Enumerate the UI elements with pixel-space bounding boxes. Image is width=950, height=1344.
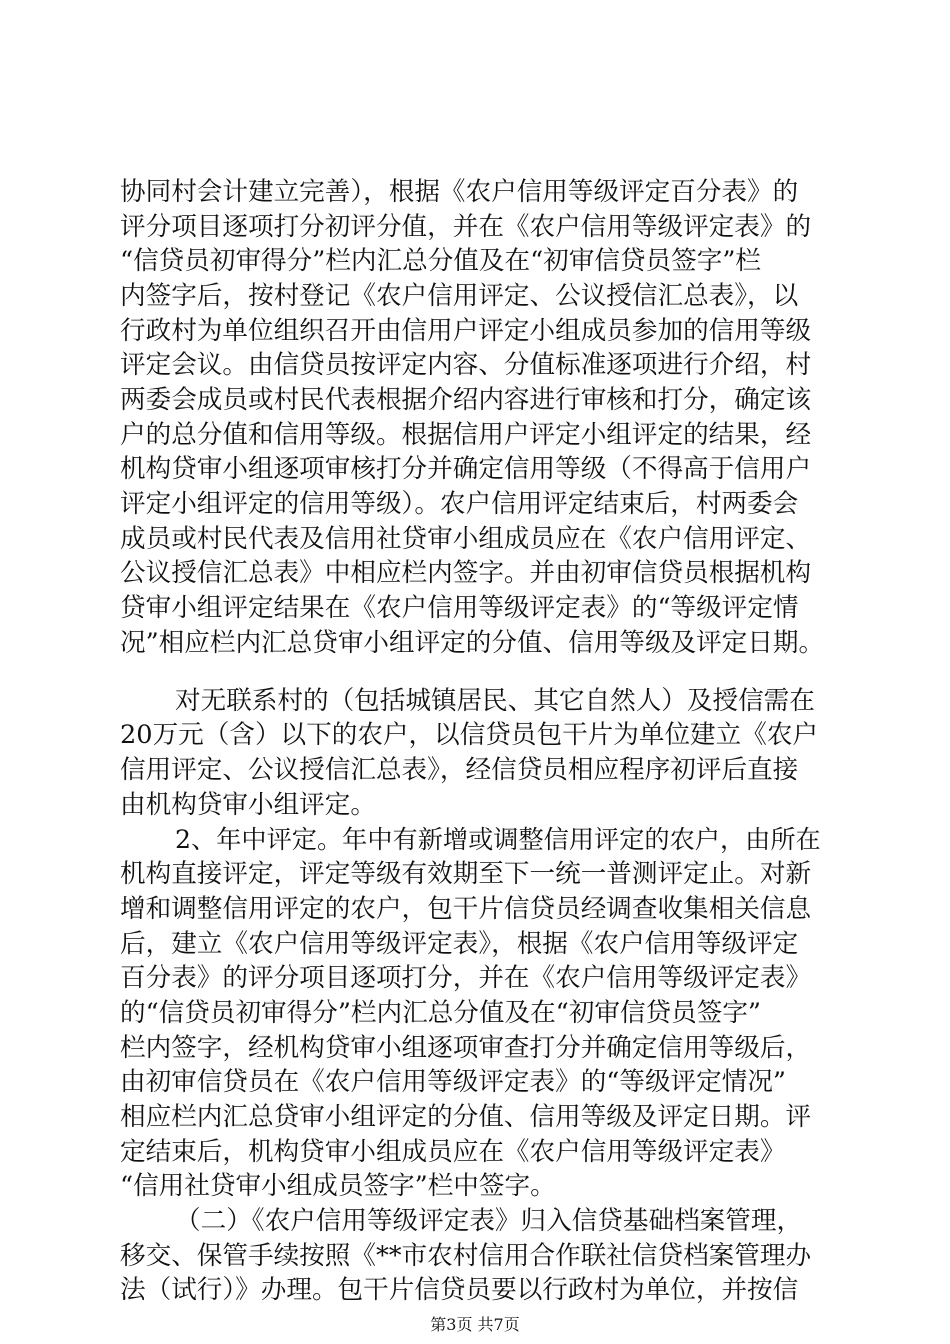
text-line: 相应栏内汇总贷审小组评定的分值、信用等级及评定日期。评 bbox=[120, 1102, 812, 1132]
text-line: 移交、保管手续按照《**市农村信用合作联社信贷档案管理办 bbox=[120, 1241, 812, 1271]
text-line: 信用评定、公议授信汇总表》，经信贷员相应程序初评后直接 bbox=[120, 755, 799, 785]
page-number-footer: 第3页 共7页 bbox=[430, 1315, 520, 1334]
text-line: 由机构贷审小组评定。 bbox=[120, 790, 376, 820]
text-line: 法（试行）》办理。包干片信贷员要以行政村为单位，并按信 bbox=[120, 1275, 799, 1305]
text-line: 百分表》的评分项目逐项打分，并在《农户信用等级评定表》 bbox=[120, 963, 812, 993]
text-line: 评定小组评定的信用等级）。农户信用评定结束后，村两委会 bbox=[120, 489, 799, 519]
text-line: 2、年中评定。年中有新增或调整信用评定的农户，由所在 bbox=[175, 825, 821, 854]
text-line: “信贷员初审得分”栏内汇总分值及在“初审信贷员签字”栏 bbox=[120, 246, 761, 276]
text-line: 两委会成员或村民代表根据介绍内容进行审核和打分，确定该 bbox=[120, 385, 812, 415]
text-line: 行政村为单位组织召开由信用户评定小组成员参加的信用等级 bbox=[120, 316, 812, 346]
text-line: 评分项目逐项打分初评分值，并在《农户信用等级评定表》的 bbox=[120, 212, 812, 242]
text-line: （二）《农户信用等级评定表》归入信贷基础档案管理， bbox=[175, 1206, 803, 1236]
text-line: 增和调整信用评定的农户，包干片信贷员经调查收集相关信息 bbox=[120, 894, 812, 924]
text-line: 成员或村民代表及信用社贷审小组成员应在《农户信用评定、 bbox=[120, 524, 812, 554]
text-line: 机构直接评定，评定等级有效期至下一统一普测评定止。对新 bbox=[120, 859, 812, 889]
text-line: 内签字后，按村登记《农户信用评定、公议授信汇总表》，以 bbox=[120, 281, 799, 311]
text-line: 对无联系村的（包括城镇居民、其它自然人）及授信需在 bbox=[175, 686, 815, 716]
text-line: 公议授信汇总表》中相应栏内签字。并由初审信贷员根据机构 bbox=[120, 558, 812, 588]
text-line: 贷审小组评定结果在《农户信用等级评定表》的“等级评定情 bbox=[120, 593, 799, 623]
text-line: 由初审信贷员在《农户信用等级评定表》的“等级评定情况” bbox=[120, 1067, 787, 1097]
text-line: 20万元（含）以下的农户，以信贷员包干片为单位建立《农户 bbox=[120, 720, 819, 750]
text-line: 机构贷审小组逐项审核打分并确定信用等级（不得高于信用户 bbox=[120, 454, 812, 484]
text-line: 评定会议。由信贷员按评定内容、分值标准逐项进行介绍，村 bbox=[120, 350, 812, 380]
text-line: 定结束后，机构贷审小组成员应在《农户信用等级评定表》 bbox=[120, 1137, 786, 1167]
text-line: 后，建立《农户信用等级评定表》，根据《农户信用等级评定 bbox=[120, 929, 799, 959]
text-line: 况”相应栏内汇总贷审小组评定的分值、信用等级及评定日期。 bbox=[120, 628, 825, 658]
text-line: 栏内签字，经机构贷审小组逐项审查打分并确定信用等级后， bbox=[120, 1033, 812, 1063]
text-line: “信用社贷审小组成员签字”栏中签字。 bbox=[120, 1171, 556, 1201]
text-line: 户的总分值和信用等级。根据信用户评定小组评定的结果，经 bbox=[120, 420, 812, 450]
text-line: 的“信贷员初审得分”栏内汇总分值及在“初审信贷员签字” bbox=[120, 998, 761, 1028]
text-line: 协同村会计建立完善），根据《农户信用等级评定百分表》的 bbox=[120, 177, 799, 207]
